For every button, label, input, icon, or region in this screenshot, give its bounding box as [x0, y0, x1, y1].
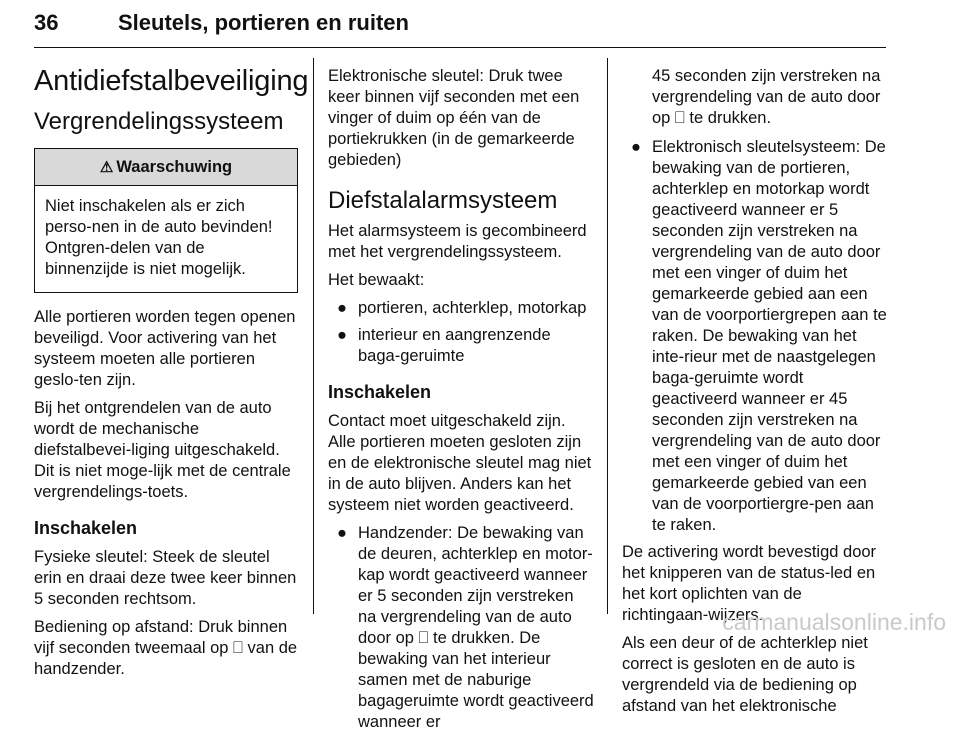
section-heading: Antidiefstalbeveiliging [34, 65, 309, 97]
running-title: Sleutels, portieren en ruiten [118, 10, 409, 35]
page-header [34, 4, 886, 44]
bullet-list [622, 137, 890, 536]
list-item [622, 137, 890, 536]
bullet-icon: ● [337, 326, 347, 344]
column-divider [313, 58, 314, 614]
paragraph: Elektronische sleutel: Druk twee keer binnen vijf seconden met een vinger of duim op één van de portiekrukken (in de gemarkeerde gebieden) [328, 67, 580, 169]
paragraph: Bij het ontgrendelen van de auto wordt de mechanische diefstalbevei-liging uitgeschakeld. Dit is niet moge-lijk met de centrale vergrendelings-toets. [34, 399, 291, 501]
header-rule [34, 47, 886, 48]
continued-list-text: 45 seconden zijn verstreken na vergrendeling van de auto door op ⎕ te drukken. [652, 67, 881, 127]
paragraph: Als een deur of de achterklep niet correct is gesloten en de auto is vergrendeld via de bediening op afstand van het elektronische [622, 634, 868, 715]
list-item-text: portieren, achterklep, motorkap [358, 299, 587, 317]
watermark: carmanualsonline.info [722, 609, 946, 635]
warning-triangle-icon: ⚠ [99, 159, 114, 176]
paragraph: De activering wordt bevestigd door het knipperen van de status-led en het kort oplichten van de richtingaan-wijzers. [622, 543, 877, 624]
section-heading-inschakelen: Inschakelen [34, 518, 138, 538]
column-divider [607, 58, 608, 614]
section-heading-inschakelen: Inschakelen [328, 382, 432, 402]
column-2 [328, 66, 596, 739]
bullet-icon: ● [337, 299, 347, 317]
warning-box [34, 148, 298, 293]
warning-header [35, 149, 297, 186]
section-heading-alarm: Diefstalalarmsysteem [328, 187, 558, 214]
subsection-heading: Vergrendelingssysteem [34, 108, 284, 135]
paragraph: Het alarmsysteem is gecombineerd met het vergrendelingssysteem. [328, 222, 587, 261]
paragraph: Contact moet uitgeschakeld zijn. Alle portieren moeten gesloten zijn en de elektronische sleutel mag niet in de auto blijven. Anders kan het systeem niet worden geactiveerd. [328, 412, 592, 514]
list-item-text: Elektronisch sleutelsysteem: De bewaking van de portieren, achterklep en motorkap wordt geactiveerd wanneer er 5 seconden zijn verstreken na vergrendeling van de auto door met een vinger of duim het gemarkeerde gebied aan een van de voorportiergrepen aan te raken. De bewaking van het inte-rieur met de naastgelegen baga-geruimte wordt geactiveerd wanneer er 45 seconden zijn verstreken na vergrendeling van de auto door met een vinger of duim het gemarkeerde gebied van een van de voorportiergre-pen aan te raken. [652, 138, 887, 534]
bullet-icon: ● [631, 138, 641, 156]
list-item [328, 523, 596, 733]
warning-title: Waarschuwing [116, 158, 233, 176]
list-item [328, 298, 596, 319]
list-item-text: Handzender: De bewaking van de deuren, achterklep en motor-kap wordt geactiveerd wanneer er 5 seconden zijn verstreken na vergrendeling van de auto door op ⎕ te drukken. De bewaking van het interieur samen met de naburige bagageruimte wordt geactiveerd wanneer er [358, 524, 594, 731]
paragraph: Het bewaakt: [328, 271, 425, 289]
bullet-list [328, 298, 596, 367]
list-item-text: interieur en aangrenzende baga-geruimte [358, 326, 551, 365]
column-1 [34, 58, 309, 687]
bullet-list [328, 523, 596, 733]
paragraph: Alle portieren worden tegen openen beveiligd. Voor activering van het systeem moeten alle portieren geslo-ten zijn. [34, 308, 296, 389]
bullet-icon: ● [337, 524, 347, 542]
list-item [328, 325, 596, 367]
paragraph: Bediening op afstand: Druk binnen vijf seconden tweemaal op ⎕ van de handzender. [34, 618, 298, 678]
paragraph: Fysieke sleutel: Steek de sleutel erin en draai deze twee keer binnen 5 seconden rechtsom. [34, 548, 297, 608]
page-number: 36 [34, 10, 59, 35]
warning-text: Niet inschakelen als er zich perso-nen in de auto bevinden! Ontgren-delen van de binnenzijde is niet mogelijk. [45, 197, 273, 278]
